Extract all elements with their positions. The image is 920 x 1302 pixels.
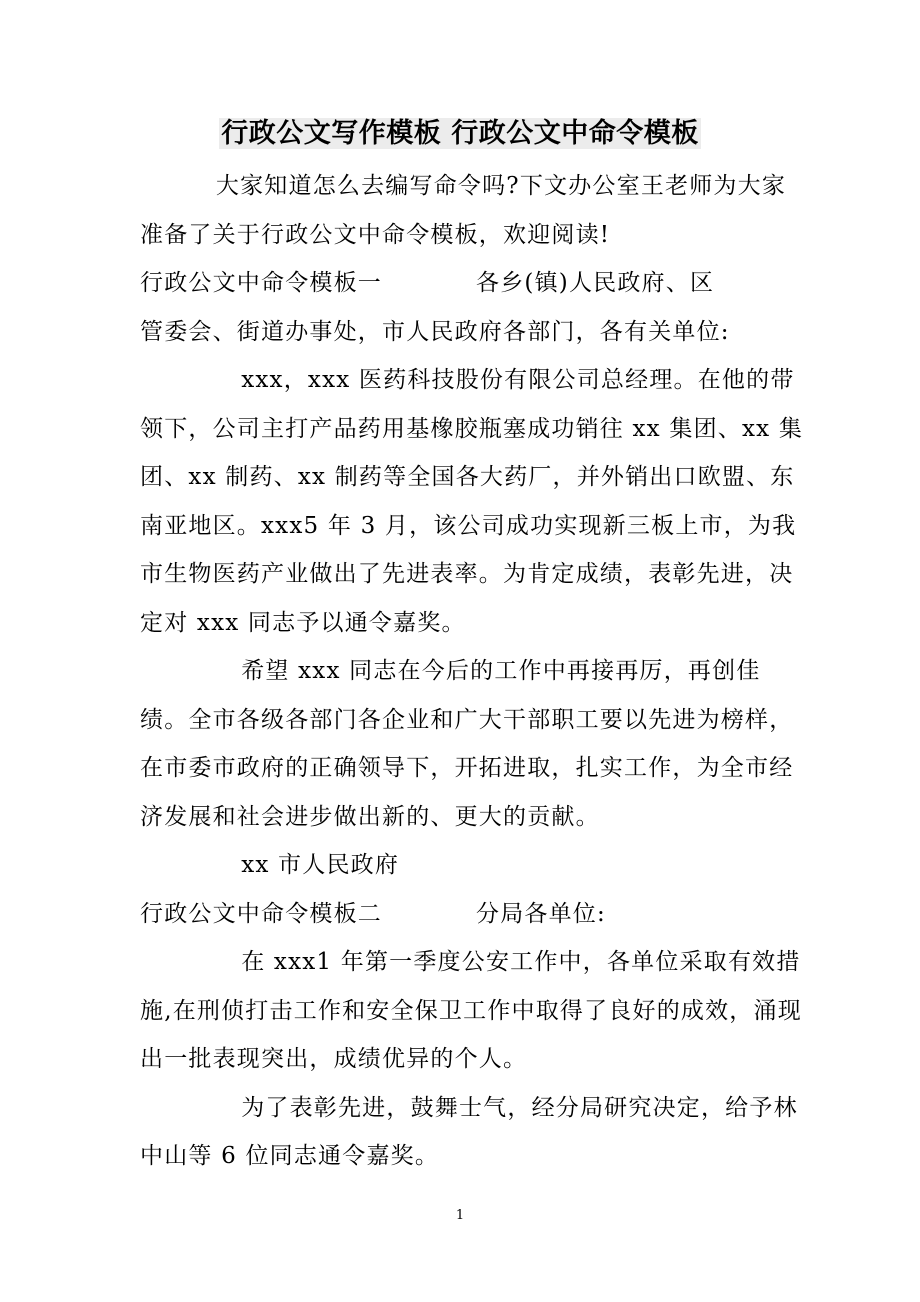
template1-signature: xx 市人民政府	[241, 852, 400, 878]
page-number: 1	[455, 1208, 465, 1223]
template1-recipients-continued: 管委会、街道办事处，市人民政府各部门，各有关单位:	[140, 318, 730, 345]
template2-paragraph-1: 在 xxx1 年第一季度公安工作中，各单位采取有效措施,在刑侦打击工作和安全保卫工作中取得了良好的成效，涌现出一批表现突出，成绩优异的个人。	[140, 949, 802, 1072]
template2-recipients: 分局各单位:	[476, 900, 606, 927]
template1-heading: 行政公文中命令模板一	[140, 270, 382, 296]
document-title-text: 行政公文写作模板 行政公文中命令模板	[221, 118, 699, 149]
document-title	[0, 114, 920, 154]
template1-recipients: 各乡(镇)人民政府、区	[476, 270, 715, 296]
template2-paragraph-2: 为了表彰先进，鼓舞士气，经分局研究决定，给予林中山等 6 位同志通令嘉奖。	[140, 1094, 798, 1169]
document-body	[140, 162, 805, 1181]
intro-paragraph: 大家知道怎么去编写命令吗?下文办公室王老师为大家准备了关于行政公文中命令模板，欢迎阅读!	[140, 173, 787, 248]
template1-paragraph-2: 希望 xxx 同志在今后的工作中再接再厉，再创佳绩。全市各级各部门各企业和广大干部职工要以先进为榜样，在市委市政府的正确领导下，开拓进取，扎实工作，为全市经济发展和社会进步做出新的、更大的贡献。	[140, 658, 794, 830]
template1-paragraph-1: xxx，xxx 医药科技股份有限公司总经理。在他的带领下，公司主打产品药用基橡胶瓶塞成功销往 xx 集团、xx 集团、xx 制药、xx 制药等全国各大药厂，并外销出口欧盟、东南亚地区。xxx5 年 3 月，该公司成功实现新三板上市，为我市生物医药产业做出了先进表率。为肯定成绩，表彰先进，决定对 xxx 同志予以通令嘉奖。	[140, 367, 804, 636]
template2-heading: 行政公文中命令模板二	[140, 900, 382, 927]
template2-heading-line	[140, 890, 805, 939]
template1-heading-line	[140, 259, 805, 308]
